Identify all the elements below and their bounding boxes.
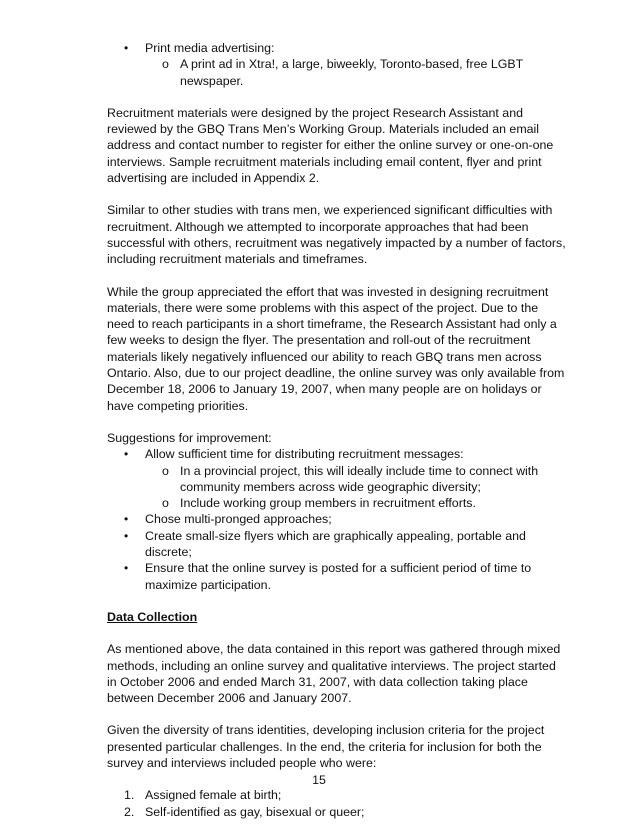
list-item <box>107 495 567 511</box>
page-number: 15 <box>312 773 326 787</box>
list-number: 2. <box>124 804 135 819</box>
list-item <box>107 463 567 496</box>
section-heading-data-collection: Data Collection <box>107 609 198 624</box>
page-content <box>107 40 567 820</box>
bullet-icon: • <box>124 561 129 576</box>
list-item <box>107 40 567 56</box>
list-item-text: Create small-size flyers which are graphically appealing, portable and discrete; <box>145 528 526 560</box>
bullet-icon: • <box>124 41 129 55</box>
list-item <box>107 528 567 561</box>
paragraph-inclusion-criteria: Given the diversity of trans identities, developing inclusion criteria for the project presented particular challenges. In the end, the criteria for inclusion for both the survey and interviews included people who were: <box>107 723 545 770</box>
suggestions-intro: Suggestions for improvement: <box>107 430 272 445</box>
list-item <box>107 446 567 462</box>
list-item-text: Assigned female at birth; <box>145 788 282 803</box>
list-item-text: Print media advertising: <box>145 41 275 55</box>
list-number: 1. <box>124 788 135 803</box>
list-item <box>107 787 567 803</box>
paragraph-recruitment-difficulties: Similar to other studies with trans men, we experienced significant difficulties with recruitment. Although we attempted to incorporate approaches that had been successful with others, recruitment was negatively impacted by a number of factors, including recruitment materials and timeframes. <box>107 203 566 267</box>
list-item <box>107 56 567 89</box>
list-item-text: Self-identified as gay, bisexual or queer; <box>145 804 365 819</box>
sub-bullet-icon: o <box>162 57 169 72</box>
list-item-text: Include working group members in recruitment efforts. <box>180 496 476 511</box>
paragraph-recruitment-problems: While the group appreciated the effort that was invested in designing recruitment materials, there were some problems with this aspect of the project. Due to the need to reach participants in a short timeframe, the Research Assistant had only a few weeks to design the flyer. The presentation and roll-out of the recruitment materials likely negatively influenced our ability to reach GBQ trans men across Ontario. Also, due to our project deadline, the online survey was only available from December 18, 2006 to January 19, 2007, when many people are on holidays or have competing priorities. <box>107 284 565 413</box>
list-item-text: In a provincial project, this will ideally include time to connect with community members across wide geographic diversity; <box>180 463 539 494</box>
list-item <box>107 511 567 527</box>
bullet-icon: • <box>124 512 129 527</box>
criteria-list <box>107 787 567 820</box>
top-bullet-list <box>107 40 567 89</box>
paragraph-mixed-methods: As mentioned above, the data contained in this report was gathered through mixed methods, including an online survey and qualitative interviews. The project started in October 2006 and ended March 31, 2007, with data collection taking place between December 2006 and January 2007. <box>107 642 561 706</box>
list-item-text: A print ad in Xtra!, a large, biweekly, Toronto-based, free LGBT newspaper. <box>180 57 523 88</box>
list-item-text: Allow sufficient time for distributing recruitment messages: <box>145 447 464 462</box>
suggestions-list <box>107 446 567 593</box>
sub-bullet-icon: o <box>162 463 169 478</box>
list-item-text: Chose multi-pronged approaches; <box>145 512 332 527</box>
list-item <box>107 560 567 593</box>
sub-bullet-icon: o <box>162 496 169 511</box>
bullet-icon: • <box>124 528 129 543</box>
paragraph-recruitment-materials: Recruitment materials were designed by the project Research Assistant and reviewed by the GBQ Trans Men’s Working Group. Materials included an email address and contact number to register for either the online survey or one-on-one interviews. Sample recruitment materials including email content, flyer and print advertising are included in Appendix 2. <box>107 105 554 186</box>
list-item <box>107 804 567 820</box>
bullet-icon: • <box>124 447 129 462</box>
list-item-text: Ensure that the online survey is posted for a sufficient period of time to maximize participation. <box>145 561 532 592</box>
